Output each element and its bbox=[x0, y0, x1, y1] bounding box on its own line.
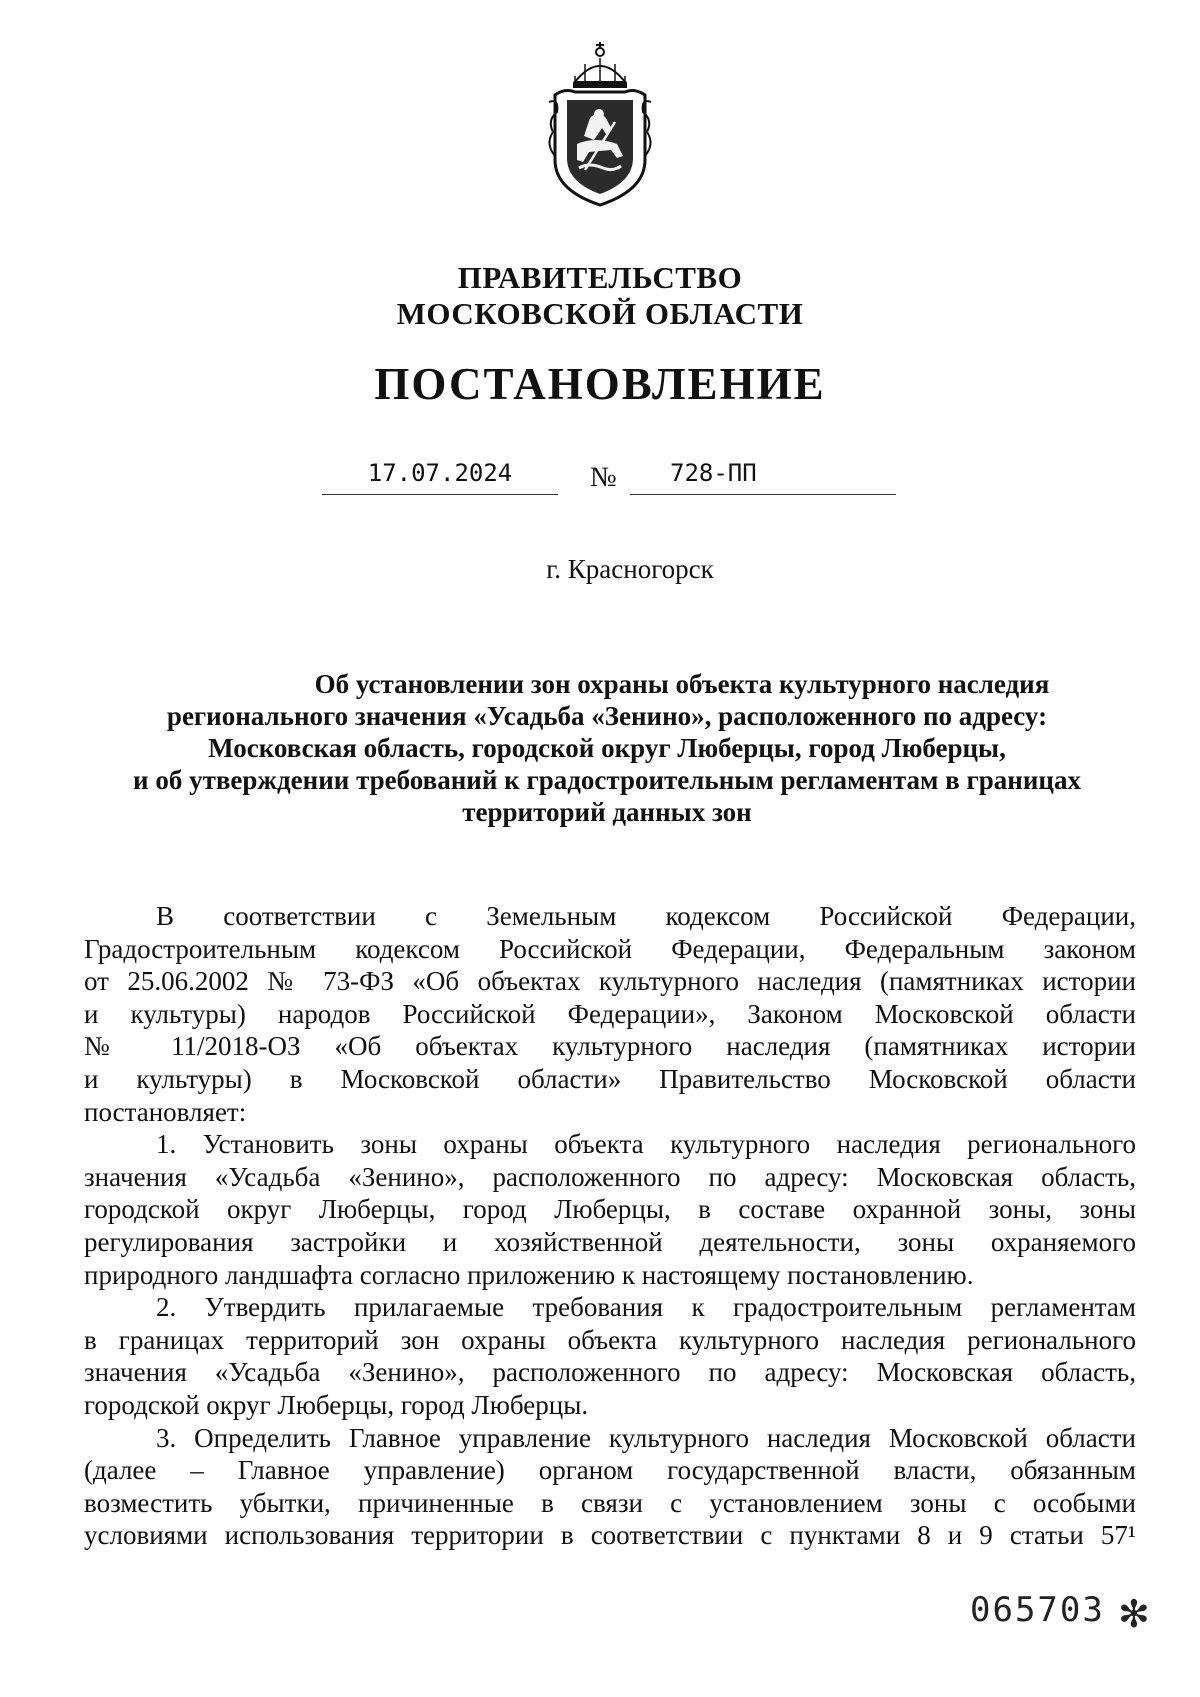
subject-line: Об установлении зон охраны объекта культурного наследия bbox=[314, 669, 1050, 699]
body-line: 1. Установить зоны охраны объекта культурного наследия регионального bbox=[156, 1129, 1136, 1160]
organization-name-line2: МОСКОВСКОЙ ОБЛАСТИ bbox=[396, 296, 804, 331]
body-line: Градостроительным кодексом Российской Федерации, Федеральным законом bbox=[84, 933, 1136, 964]
body-line: природного ландшафта согласно приложению к настоящему постановлению. bbox=[84, 1259, 974, 1290]
document-number-field bbox=[630, 458, 896, 495]
body-line: № 11/2018-ОЗ «Об объектах культурного наследия (памятниках истории bbox=[84, 1031, 1136, 1062]
document-date: 17.07.2024 bbox=[322, 458, 558, 495]
body-line: условиями использования территории в соответствии с пунктами 8 и 9 статьи 57¹ bbox=[84, 1520, 1136, 1551]
body-line: и культуры) в Московской области» Правительство Московской области bbox=[84, 1063, 1136, 1094]
body-line: и культуры) народов Российской Федерации», Законом Московской области bbox=[84, 998, 1136, 1029]
body-line: 3. Определить Главное управление культурного наследия Московской области bbox=[156, 1422, 1136, 1453]
document-subject bbox=[92, 668, 1122, 828]
document-city: г. Красногорск bbox=[546, 554, 714, 584]
subject-line: и об утверждении требований к градостроительным регламентам в границах bbox=[133, 765, 1081, 795]
body-line: значения «Усадьба «Зенино», расположенного по адресу: Московская область, bbox=[84, 1357, 1136, 1388]
form-serial-number: 065703 bbox=[970, 1590, 1105, 1630]
organization-name-line1: ПРАВИТЕЛЬСТВО bbox=[457, 260, 743, 295]
body-line: регулирования застройки и хозяйственной деятельности, зоны охраняемого bbox=[84, 1226, 1136, 1257]
document-number: 728-ПП bbox=[670, 459, 757, 487]
body-line: городской округ Люберцы, город Люберцы. bbox=[84, 1389, 589, 1420]
document-type-title: ПОСТАНОВЛЕНИЕ bbox=[374, 359, 826, 409]
body-line: значения «Усадьба «Зенино», расположенного по адресу: Московская область, bbox=[84, 1161, 1136, 1192]
subject-line: регионального значения «Усадьба «Зенино», расположенного по адресу: bbox=[166, 701, 1048, 731]
number-sign: № bbox=[590, 462, 617, 493]
body-line: городской округ Люберцы, город Люберцы, в составе охранной зоны, зоны bbox=[84, 1194, 1136, 1225]
body-line: постановляет: bbox=[84, 1096, 247, 1127]
document-body bbox=[84, 900, 1136, 1552]
subject-line: территорий данных зон bbox=[462, 797, 752, 827]
body-line: от 25.06.2002 № 73-ФЗ «Об объектах культурного наследия (памятниках истории bbox=[84, 966, 1136, 997]
body-line: возместить убытки, причиненные в связи с установлением зоны с особыми bbox=[84, 1487, 1136, 1518]
asterisk-icon: ✻ bbox=[1118, 1592, 1150, 1636]
body-line: 2. Утвердить прилагаемые требования к градостроительным регламентам bbox=[156, 1292, 1136, 1323]
subject-line: Московская область, городской округ Люберцы, город Люберцы, bbox=[208, 733, 1006, 763]
body-line: в границах территорий зон охраны объекта культурного наследия регионального bbox=[84, 1324, 1136, 1355]
body-line: В соответствии с Земельным кодексом Российской Федерации, bbox=[156, 901, 1136, 931]
body-line: (далее – Главное управление) органом государственной власти, обязанным bbox=[84, 1455, 1136, 1486]
moscow-oblast-coat-of-arms-icon bbox=[545, 40, 655, 210]
